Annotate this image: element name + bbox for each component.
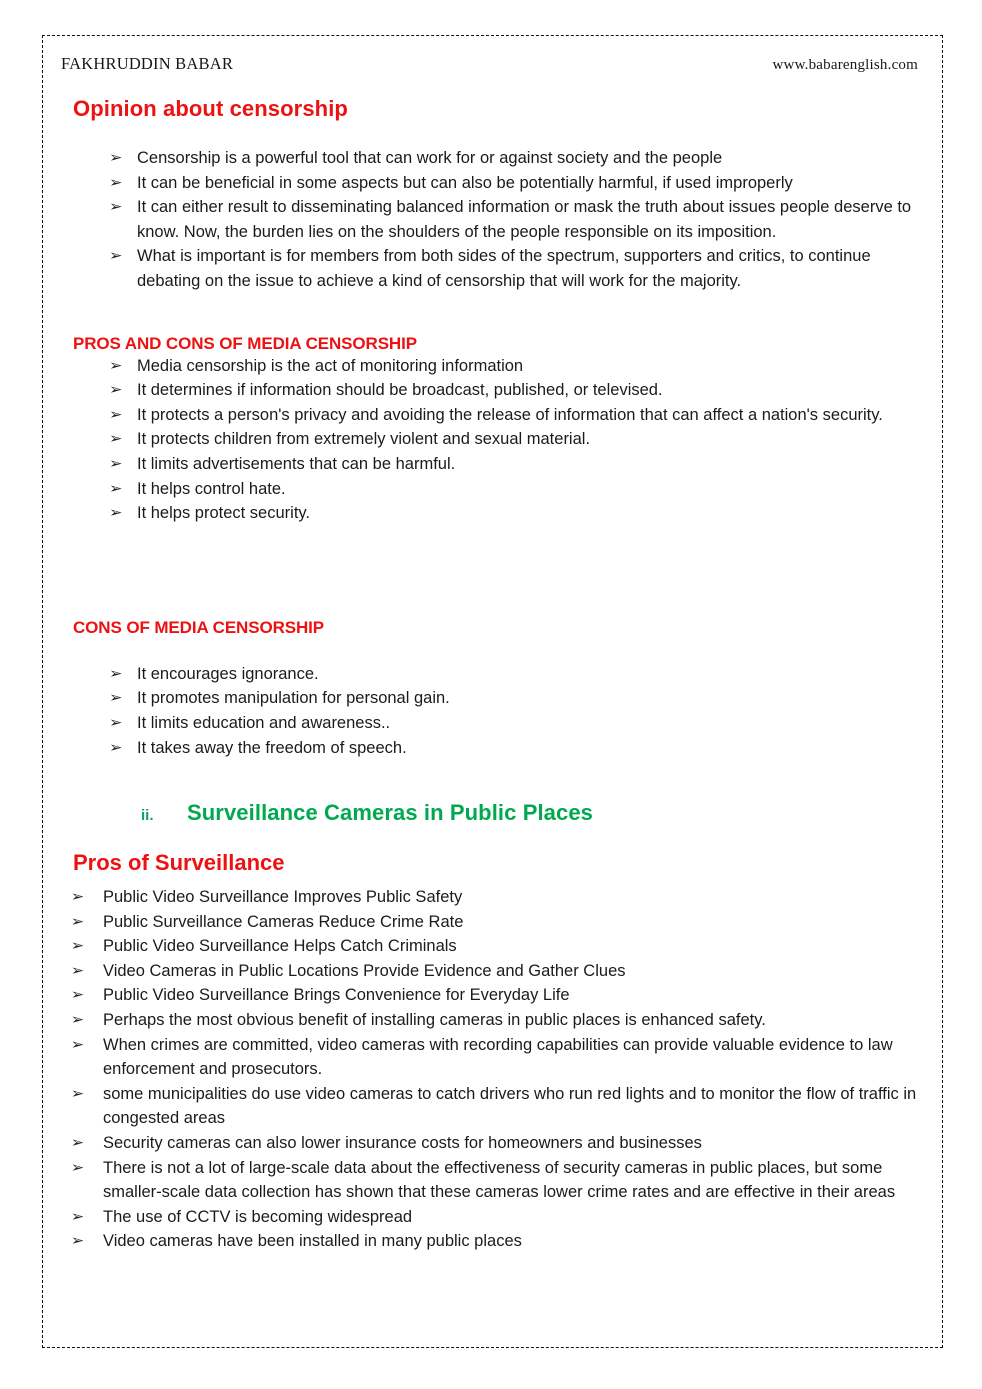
pros-of-surveillance-heading: Pros of Surveillance	[73, 850, 285, 876]
list-item	[70, 983, 926, 1008]
surveillance-heading-row	[141, 800, 926, 826]
arrow-bullet-icon: ➢	[109, 150, 123, 166]
list-item-text: Public Video Surveillance Improves Public Safety	[103, 888, 463, 907]
list-item	[70, 1229, 926, 1254]
arrow-bullet-icon: ➢	[70, 1036, 85, 1053]
list-item-text: Security cameras can also lower insurance costs for homeowners and businesses	[103, 1134, 702, 1153]
list-item-text: It limits advertisements that can be harmful.	[137, 454, 456, 473]
list-item	[111, 501, 926, 526]
arrow-bullet-icon: ➢	[70, 1208, 85, 1225]
arrow-bullet-icon: ➢	[109, 455, 123, 472]
list-item	[70, 1205, 926, 1230]
list-item-text: It can be beneficial in some aspects but can also be potentially harmful, if used improperly	[137, 173, 793, 192]
opinion-list	[111, 146, 926, 294]
list-item	[70, 1131, 926, 1156]
list-item	[111, 477, 926, 502]
list-item-text: some municipalities do use video cameras to catch drivers who run red lights and to monitor the flow of traffic in congested areas	[103, 1084, 917, 1128]
arrow-bullet-icon: ➢	[70, 1085, 85, 1102]
list-item	[70, 1008, 926, 1033]
list-item	[70, 910, 926, 935]
list-item	[70, 959, 926, 984]
arrow-bullet-icon: ➢	[109, 174, 123, 191]
cons-heading: CONS OF MEDIA CENSORSHIP	[73, 617, 325, 637]
pros-and-cons-heading: PROS AND CONS OF MEDIA CENSORSHIP	[73, 333, 417, 353]
pros-and-cons-list	[111, 354, 926, 526]
arrow-bullet-icon: ➢	[70, 938, 85, 955]
arrow-bullet-icon: ➢	[70, 1159, 85, 1176]
list-item-text: It protects children from extremely violent and sexual material.	[137, 430, 591, 449]
pros-of-surveillance-list	[70, 885, 926, 1254]
list-item-text: Video cameras have been installed in many public places	[103, 1232, 522, 1251]
arrow-bullet-icon: ➢	[109, 665, 123, 682]
spacer	[59, 294, 926, 334]
list-item-text: It takes away the freedom of speech.	[137, 738, 407, 757]
spacer	[59, 760, 926, 800]
list-item-text: Public Surveillance Cameras Reduce Crime Rate	[103, 912, 464, 931]
list-item	[111, 195, 926, 244]
list-item-text: The use of CCTV is becoming widespread	[103, 1207, 413, 1226]
list-item	[111, 378, 926, 403]
list-item	[70, 1082, 926, 1131]
list-item-text: It helps protect security.	[137, 504, 311, 523]
arrow-bullet-icon: ➢	[70, 962, 85, 979]
arrow-bullet-icon: ➢	[109, 199, 123, 216]
arrow-bullet-icon: ➢	[70, 913, 85, 930]
list-item-text: When crimes are committed, video cameras with recording capabilities can provide valuable evidence to law enforcement and prosecutors.	[103, 1035, 893, 1079]
arrow-bullet-icon: ➢	[109, 739, 123, 756]
list-item-text: Perhaps the most obvious benefit of installing cameras in public places is enhanced safety.	[103, 1011, 766, 1030]
list-item-text: It determines if information should be broadcast, published, or televised.	[137, 381, 663, 400]
arrow-bullet-icon: ➢	[109, 690, 123, 707]
arrow-bullet-icon: ➢	[109, 431, 123, 448]
spacer	[59, 826, 926, 850]
list-item	[111, 452, 926, 477]
arrow-bullet-icon: ➢	[70, 1012, 85, 1029]
document-page	[42, 35, 943, 1348]
arrow-bullet-icon: ➢	[109, 248, 123, 265]
list-item	[111, 662, 926, 687]
list-item-text: Media censorship is the act of monitoring information	[137, 356, 524, 375]
list-item	[111, 146, 926, 171]
arrow-bullet-icon: ➢	[109, 714, 123, 731]
arrow-bullet-icon: ➢	[109, 480, 123, 497]
arrow-bullet-icon: ➢	[109, 382, 123, 399]
list-item	[70, 885, 926, 910]
arrow-bullet-icon: ➢	[70, 1135, 85, 1152]
list-item	[111, 736, 926, 761]
list-item	[111, 427, 926, 452]
list-item	[111, 354, 926, 379]
list-item-text: It limits education and awareness..	[137, 713, 391, 732]
spacer	[59, 526, 926, 618]
spacer	[59, 638, 926, 662]
arrow-bullet-icon: ➢	[109, 357, 123, 374]
list-item-text: Public Video Surveillance Helps Catch Criminals	[103, 937, 457, 956]
header-author: FAKHRUDDIN BABAR	[61, 54, 234, 73]
list-item	[111, 171, 926, 196]
list-item-text: It promotes manipulation for personal gain.	[137, 689, 450, 708]
arrow-bullet-icon: ➢	[70, 889, 85, 906]
list-item-text: What is important is for members from both sides of the spectrum, supporters and critics, to continue debating on the issue to achieve a kind of censorship that will work for the majority.	[137, 247, 871, 290]
list-item-text: It helps control hate.	[137, 479, 286, 498]
list-item	[70, 934, 926, 959]
page-content	[59, 54, 926, 1337]
arrow-bullet-icon: ➢	[70, 1233, 85, 1250]
spacer	[59, 876, 926, 885]
list-item-text: It encourages ignorance.	[137, 664, 319, 683]
list-item	[111, 686, 926, 711]
arrow-bullet-icon: ➢	[109, 505, 123, 522]
list-item-text: Video Cameras in Public Locations Provide Evidence and Gather Clues	[103, 961, 626, 980]
spacer	[59, 122, 926, 146]
page-title: Opinion about censorship	[73, 96, 348, 121]
arrow-bullet-icon: ➢	[70, 987, 85, 1004]
arrow-bullet-icon: ➢	[109, 406, 123, 423]
surveillance-heading: Surveillance Cameras in Public Places	[187, 800, 594, 826]
running-header	[59, 54, 926, 74]
list-item-text: It protects a person's privacy and avoiding the release of information that can affect a nation's security.	[137, 405, 883, 424]
cons-list	[111, 662, 926, 760]
list-item	[111, 711, 926, 736]
list-item-text: It can either result to disseminating balanced information or mask the truth about issues people deserve to know. Now, the burden lies on the shoulders of the people responsible on its imposition.	[137, 198, 912, 241]
list-item	[70, 1156, 926, 1205]
list-item	[111, 244, 926, 293]
list-item	[70, 1033, 926, 1082]
header-website: www.babarenglish.com	[772, 57, 918, 73]
list-marker: ii.	[141, 807, 154, 825]
list-item	[111, 403, 926, 428]
list-item-text: Censorship is a powerful tool that can work for or against society and the people	[137, 149, 723, 167]
list-item-text: There is not a lot of large-scale data about the effectiveness of security cameras in public places, but some smaller-scale data collection has shown that these cameras lower crime rates and are effective in their areas	[103, 1158, 896, 1202]
list-item-text: Public Video Surveillance Brings Convenience for Everyday Life	[103, 986, 570, 1005]
